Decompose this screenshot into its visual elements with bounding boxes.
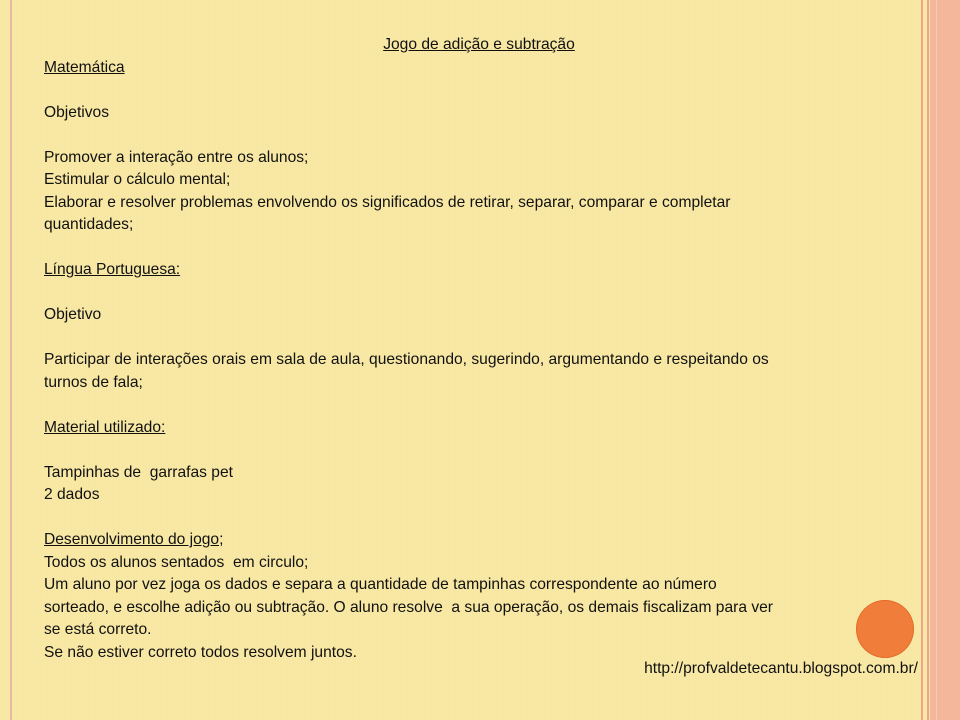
desenvolvimento-item: Se não estiver correto todos resolvem juntos. [44,643,357,661]
right-border-line [921,0,923,720]
section-heading-lingua: Língua Portuguesa: [44,261,181,278]
material-item: 2 dados [44,486,100,503]
slide-content [44,34,914,664]
objetivo-heading: Objetivo [44,306,102,323]
section-heading-matematica: Matemática [44,58,125,76]
objetivo-item: Estimular o cálculo mental; [44,171,231,188]
objetivos-heading: Objetivos [44,103,110,121]
section-heading-desenvolvimento: Desenvolvimento do jogo; [44,531,224,548]
lingua-item: Participar de interações orais em sala de aula, questionando, sugerindo, argumentando e respeitando os [44,351,769,368]
lingua-item: turnos de fala; [44,373,143,391]
page-title: Jogo de adição e subtração [383,36,575,53]
desenvolvimento-item: Todos os alunos sentados em circulo; [44,553,309,571]
orange-decor-circle [856,600,914,658]
desenvolvimento-item: Um aluno por vez joga os dados e separa a quantidade de tampinhas correspondente ao número [44,576,717,593]
right-band-highlight [936,0,937,720]
section-heading-material: Material utilizado: [44,418,166,436]
objetivo-item: Elaborar e resolver problemas envolvendo os significados de retirar, separar, comparar e completar [44,193,731,211]
desenvolvimento-item: se está correto. [44,621,152,638]
objetivo-item: quantidades; [44,216,134,233]
right-decor-band [930,0,960,720]
objetivo-item: Promover a interação entre os alunos; [44,148,309,166]
desenvolvimento-item: sorteado, e escolhe adição ou subtração. O aluno resolve a sua operação, os demais fiscalizam para ver [44,598,773,616]
left-border-line [10,0,12,720]
blog-url[interactable]: http://profvaldetecantu.blogspot.com.br/ [644,660,918,677]
material-item: Tampinhas de garrafas pet [44,463,233,481]
right-border-line [927,0,929,720]
